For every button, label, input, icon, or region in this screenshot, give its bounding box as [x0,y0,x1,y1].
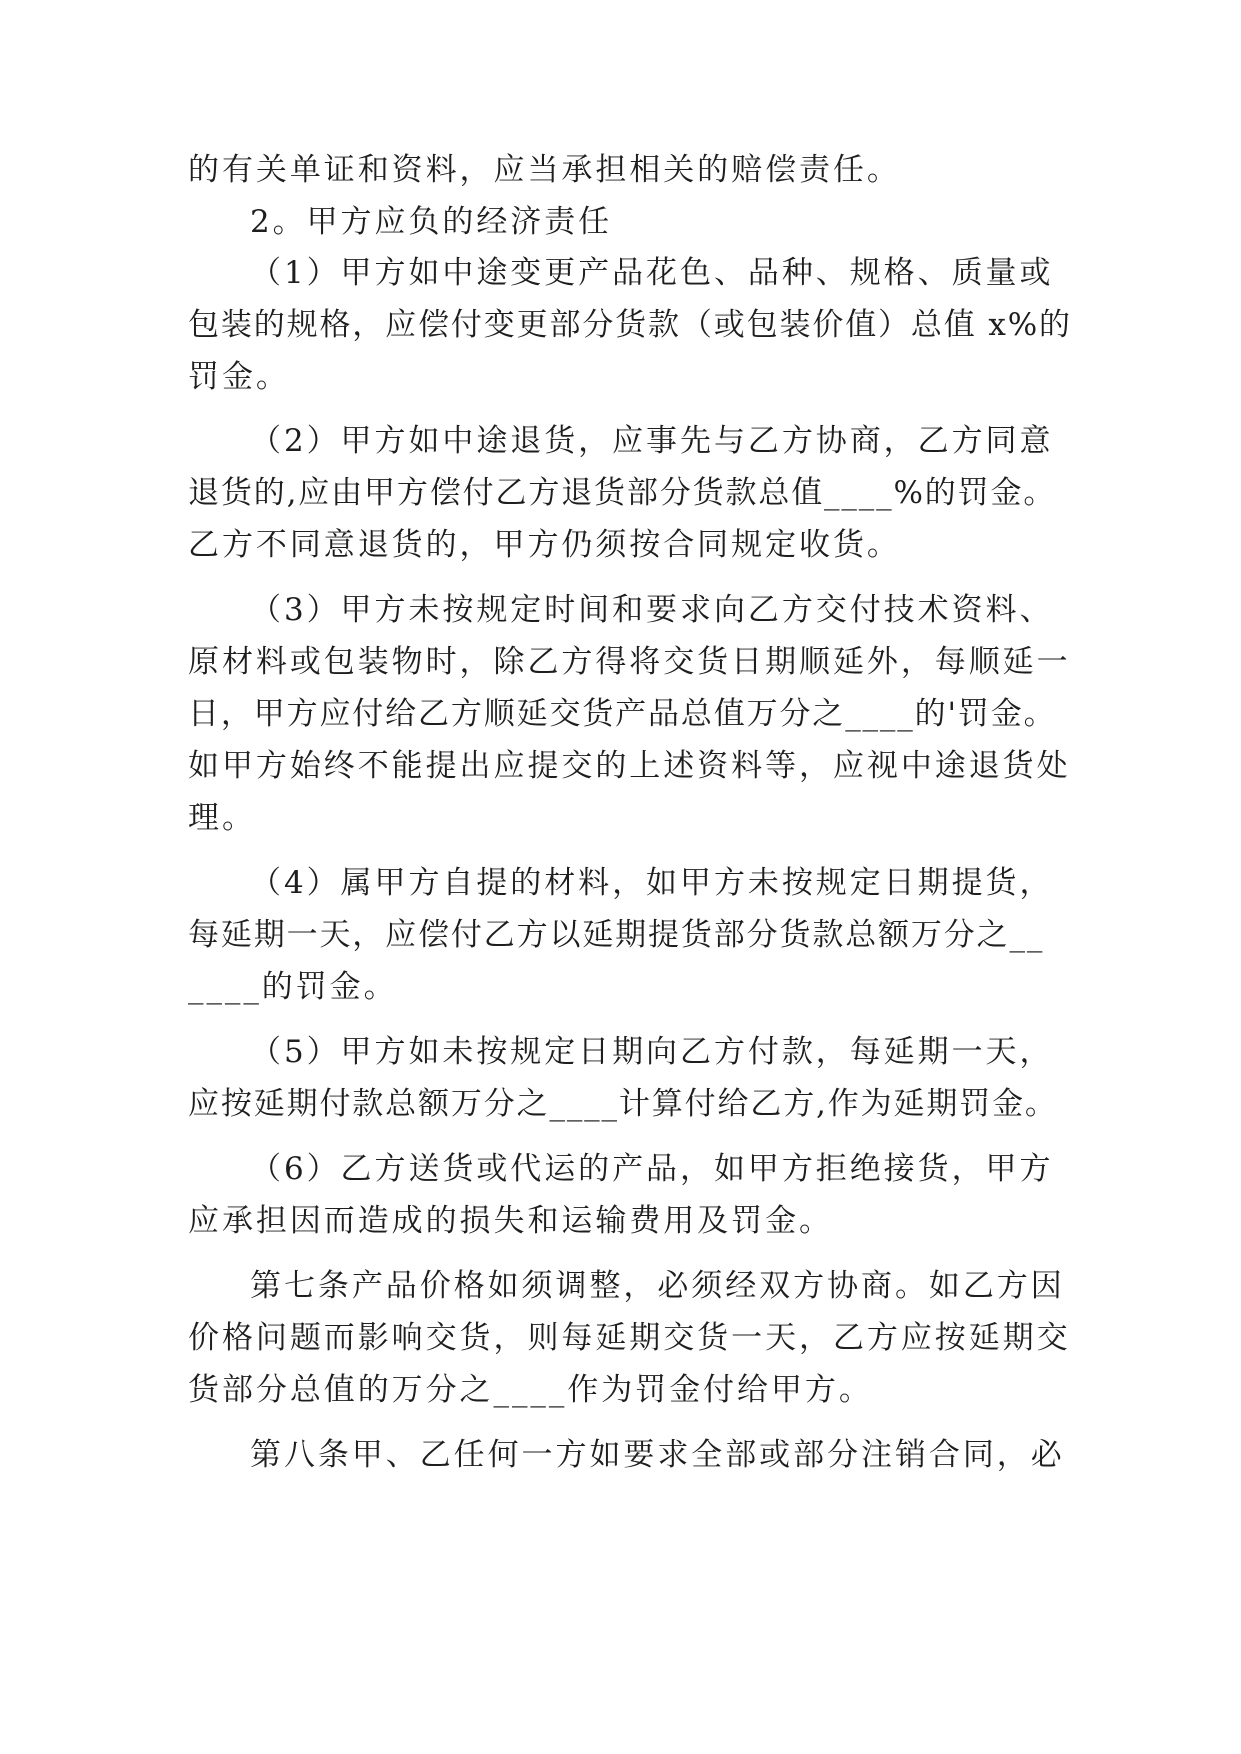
text-line: 原材料或包装物时，除乙方得将交货日期顺延外，每顺延一 [188,644,1071,680]
text-line: 如甲方始终不能提出应提交的上述资料等，应视中途退货处 [188,748,1071,784]
text-line: 罚金。 [188,359,290,395]
text-line: 货部分总值的万分之____作为罚金付给甲方。 [188,1372,873,1408]
text-line: （1）甲方如中途变更产品花色、品种、规格、质量或 [250,255,1054,291]
text-line: 退货的,应由甲方偿付乙方退货部分货款总值____%的罚金。 [188,475,1057,511]
text-line: 第八条甲、乙任何一方如要求全部或部分注销合同，必 [250,1437,1065,1473]
text-line: 应承担因而造成的损失和运输费用及罚金。 [188,1203,833,1239]
text-line: 价格问题而影响交货，则每延期交货一天，乙方应按延期交 [188,1320,1071,1356]
text-line: 每延期一天，应偿付乙方以延期提货部分货款总额万分之__ [188,917,1045,953]
text-line: 应按延期付款总额万分之____计算付给乙方,作为延期罚金。 [188,1086,1058,1122]
text-line: ____的罚金。 [188,969,398,1005]
section-heading: 2。甲方应负的经济责任 [250,204,613,240]
text-line: 的有关单证和资料，应当承担相关的赔偿责任。 [188,152,901,188]
text-line: 日，甲方应付给乙方顺延交货产品总值万分之____的'罚金。 [188,696,1057,732]
text-line: （2）甲方如中途退货，应事先与乙方协商，乙方同意 [250,423,1054,459]
text-line: （4）属甲方自提的材料，如甲方未按规定日期提货， [250,865,1054,901]
text-line: 包装的规格，应偿付变更部分货款（或包装价值）总值 x%的 [188,307,1072,343]
text-line: 理。 [188,800,256,836]
text-line: 第七条产品价格如须调整，必须经双方协商。如乙方因 [250,1268,1065,1304]
text-line: （5）甲方如未按规定日期向乙方付款，每延期一天， [250,1034,1054,1070]
text-line: 乙方不同意退货的，甲方仍须按合同规定收货。 [188,527,901,563]
text-line: （6）乙方送货或代运的产品，如甲方拒绝接货，甲方 [250,1151,1054,1187]
text-line: （3）甲方未按规定时间和要求向乙方交付技术资料、 [250,592,1054,628]
